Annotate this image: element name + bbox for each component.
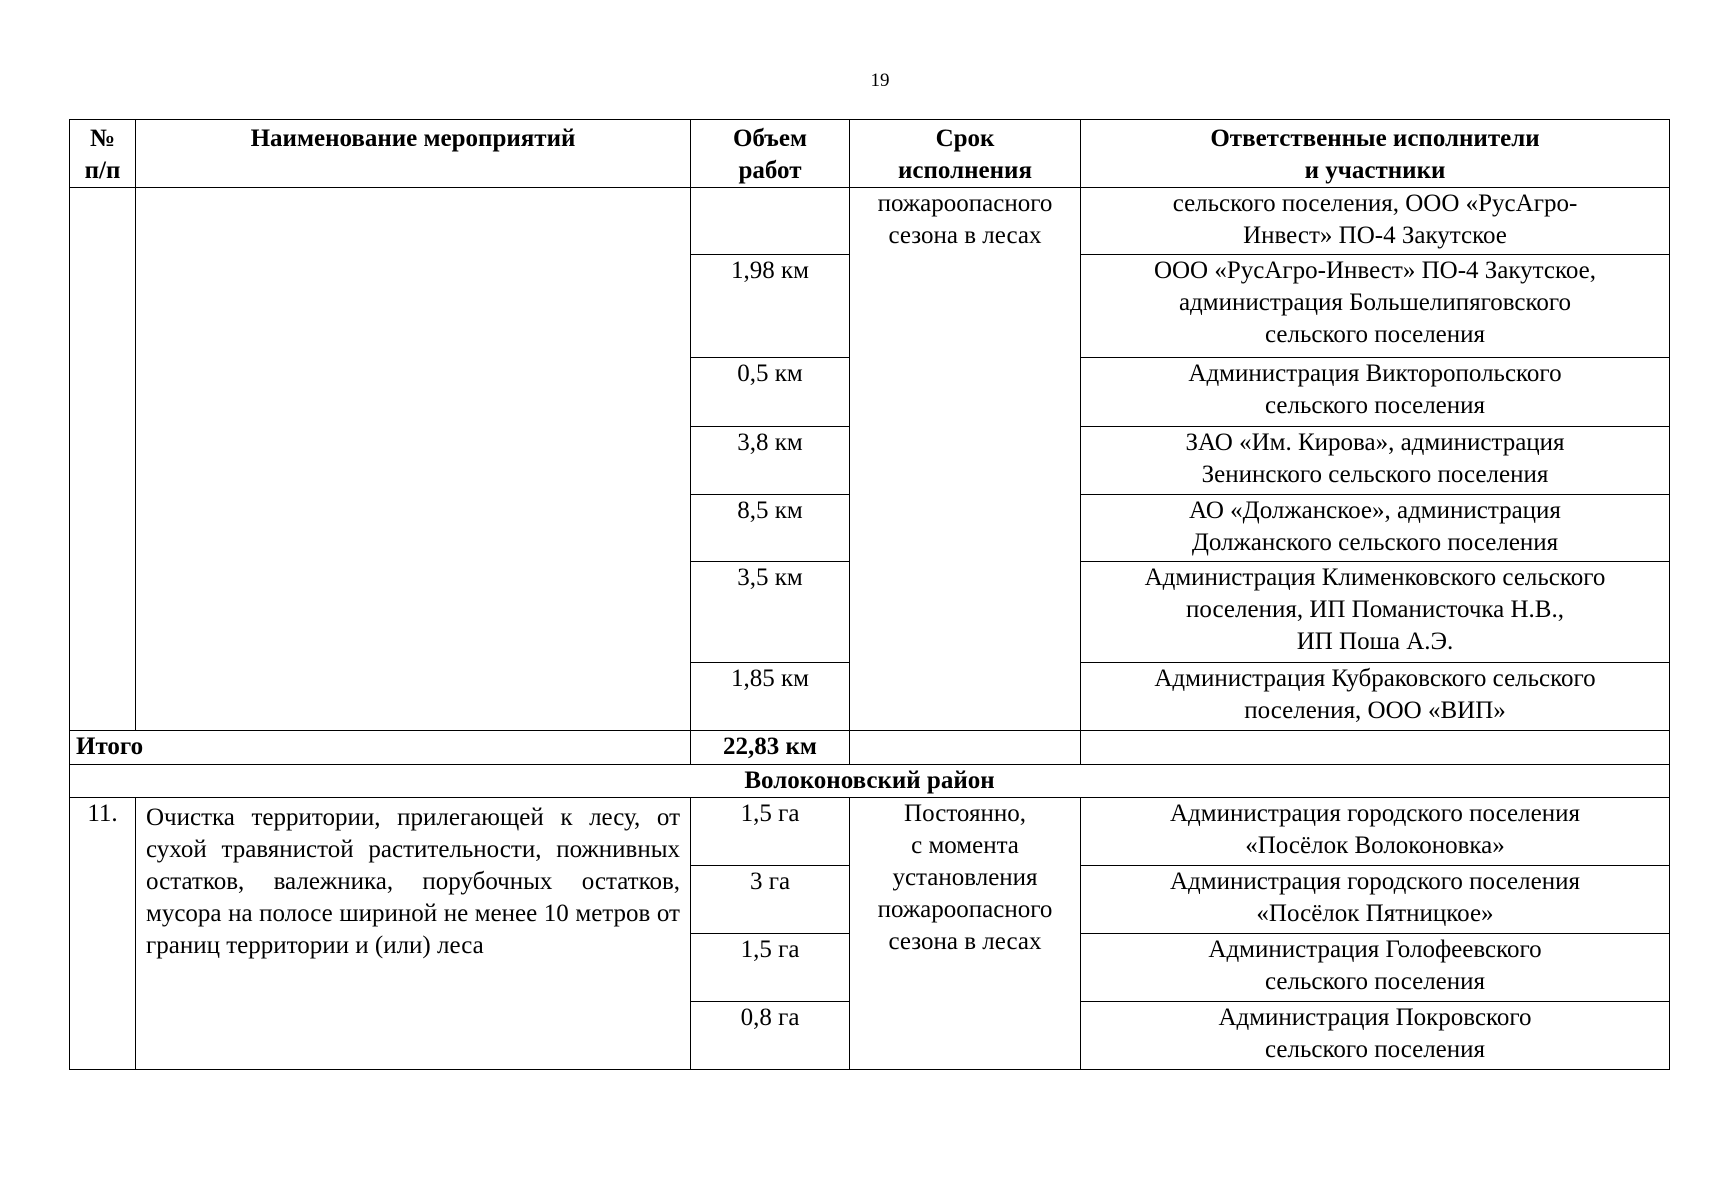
responsible-cell: Администрация Кубраковского сельского поселения, ООО «ВИП» bbox=[1081, 663, 1670, 731]
responsible-cell: ЗАО «Им. Кирова», администрация Зенинского сельского поселения bbox=[1081, 427, 1670, 495]
table-row bbox=[70, 188, 1670, 255]
responsible-cell: АО «Должанское», администрация Должанского сельского поселения bbox=[1081, 495, 1670, 562]
total-term-cell bbox=[850, 731, 1081, 765]
volume-cell: 1,98 км bbox=[691, 255, 850, 358]
responsible-cell: Администрация Голофеевского сельского поселения bbox=[1081, 934, 1670, 1002]
district-row bbox=[70, 765, 1670, 798]
volume-cell: 1,5 га bbox=[691, 798, 850, 866]
district-title: Волоконовский район bbox=[70, 765, 1670, 798]
responsible-cell: сельского поселения, ООО «РусАгро- Инвест» ПО-4 Закутское bbox=[1081, 188, 1670, 255]
responsible-cell: Администрация Викторопольского сельского поселения bbox=[1081, 358, 1670, 427]
volume-cell: 1,5 га bbox=[691, 934, 850, 1002]
num-cell bbox=[70, 188, 136, 731]
volume-cell: 0,8 га bbox=[691, 1002, 850, 1070]
volume-cell: 3,8 км bbox=[691, 427, 850, 495]
total-row bbox=[70, 731, 1670, 765]
item-name: Очистка территории, прилегающей к лесу, от сухой травянистой растительности, пожнивных остатков, валежника, порубочных остатков, мусора на полосе шириной не менее 10 метров от границ территории и (или) леса bbox=[136, 798, 691, 1070]
measures-table bbox=[69, 119, 1670, 1070]
volume-cell: 3 га bbox=[691, 866, 850, 934]
name-cell bbox=[136, 188, 691, 731]
item-number: 11. bbox=[70, 798, 136, 1070]
volume-cell: 0,5 км bbox=[691, 358, 850, 427]
header-row bbox=[70, 120, 1670, 188]
term-cell: Постоянно, с момента установления пожароопасного сезона в лесах bbox=[850, 798, 1081, 1070]
total-responsible-cell bbox=[1081, 731, 1670, 765]
header-name: Наименование мероприятий bbox=[136, 120, 691, 188]
responsible-cell: Администрация Покровского сельского поселения bbox=[1081, 1002, 1670, 1070]
responsible-cell: ООО «РусАгро-Инвест» ПО-4 Закутское, администрация Большелипяговского сельского поселения bbox=[1081, 255, 1670, 358]
header-num: № п/п bbox=[70, 120, 136, 188]
responsible-cell: Администрация городского поселения «Посёлок Волоконовка» bbox=[1081, 798, 1670, 866]
term-cell: пожароопасного сезона в лесах bbox=[850, 188, 1081, 731]
header-volume: Объем работ bbox=[691, 120, 850, 188]
volume-cell bbox=[691, 188, 850, 255]
responsible-cell: Администрация городского поселения «Посёлок Пятницкое» bbox=[1081, 866, 1670, 934]
responsible-cell: Администрация Клименковского сельского поселения, ИП Поманисточка Н.В., ИП Поша А.Э. bbox=[1081, 562, 1670, 663]
header-responsible: Ответственные исполнители и участники bbox=[1081, 120, 1670, 188]
total-volume: 22,83 км bbox=[691, 731, 850, 765]
header-term: Срок исполнения bbox=[850, 120, 1081, 188]
page-number: 19 bbox=[870, 70, 890, 91]
table-row bbox=[70, 798, 1670, 866]
total-label: Итого bbox=[70, 731, 691, 765]
volume-cell: 3,5 км bbox=[691, 562, 850, 663]
volume-cell: 1,85 км bbox=[691, 663, 850, 731]
volume-cell: 8,5 км bbox=[691, 495, 850, 562]
